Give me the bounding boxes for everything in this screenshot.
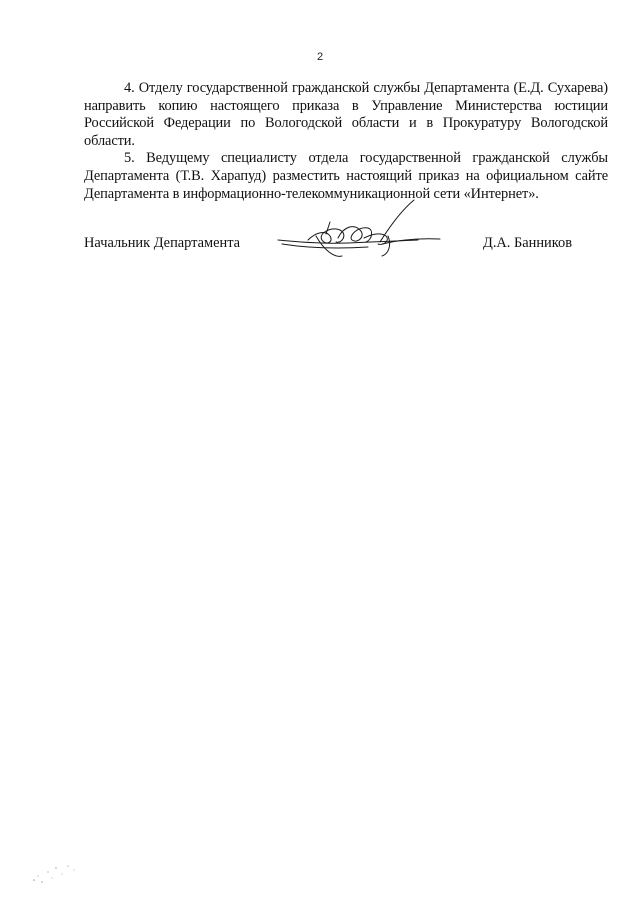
paragraph-item-5: 5. Ведущему специалисту отдела государственной гражданской службы Департамента (Т.В. Харапуд) разместить настоящий приказ на официальном сайте Департамента в информационно-телекоммуникационной сети «Интернет». [84, 150, 608, 202]
paragraph-item-4: 4. Отделу государственной гражданской службы Департамента (Е.Д. Сухарева) направить копию настоящего приказа в Управление Министерства юстиции Российской Федерации по Вологодской области и в Прокуратуру Вологодской области. [84, 80, 608, 149]
signatory-name: Д.А. Банников [483, 235, 573, 251]
scan-artifact-marks [28, 858, 88, 888]
document-body [84, 80, 608, 203]
signatory-title: Начальник Департамента [84, 235, 241, 251]
handwritten-signature [268, 196, 444, 262]
page-number: 2 [316, 51, 324, 63]
